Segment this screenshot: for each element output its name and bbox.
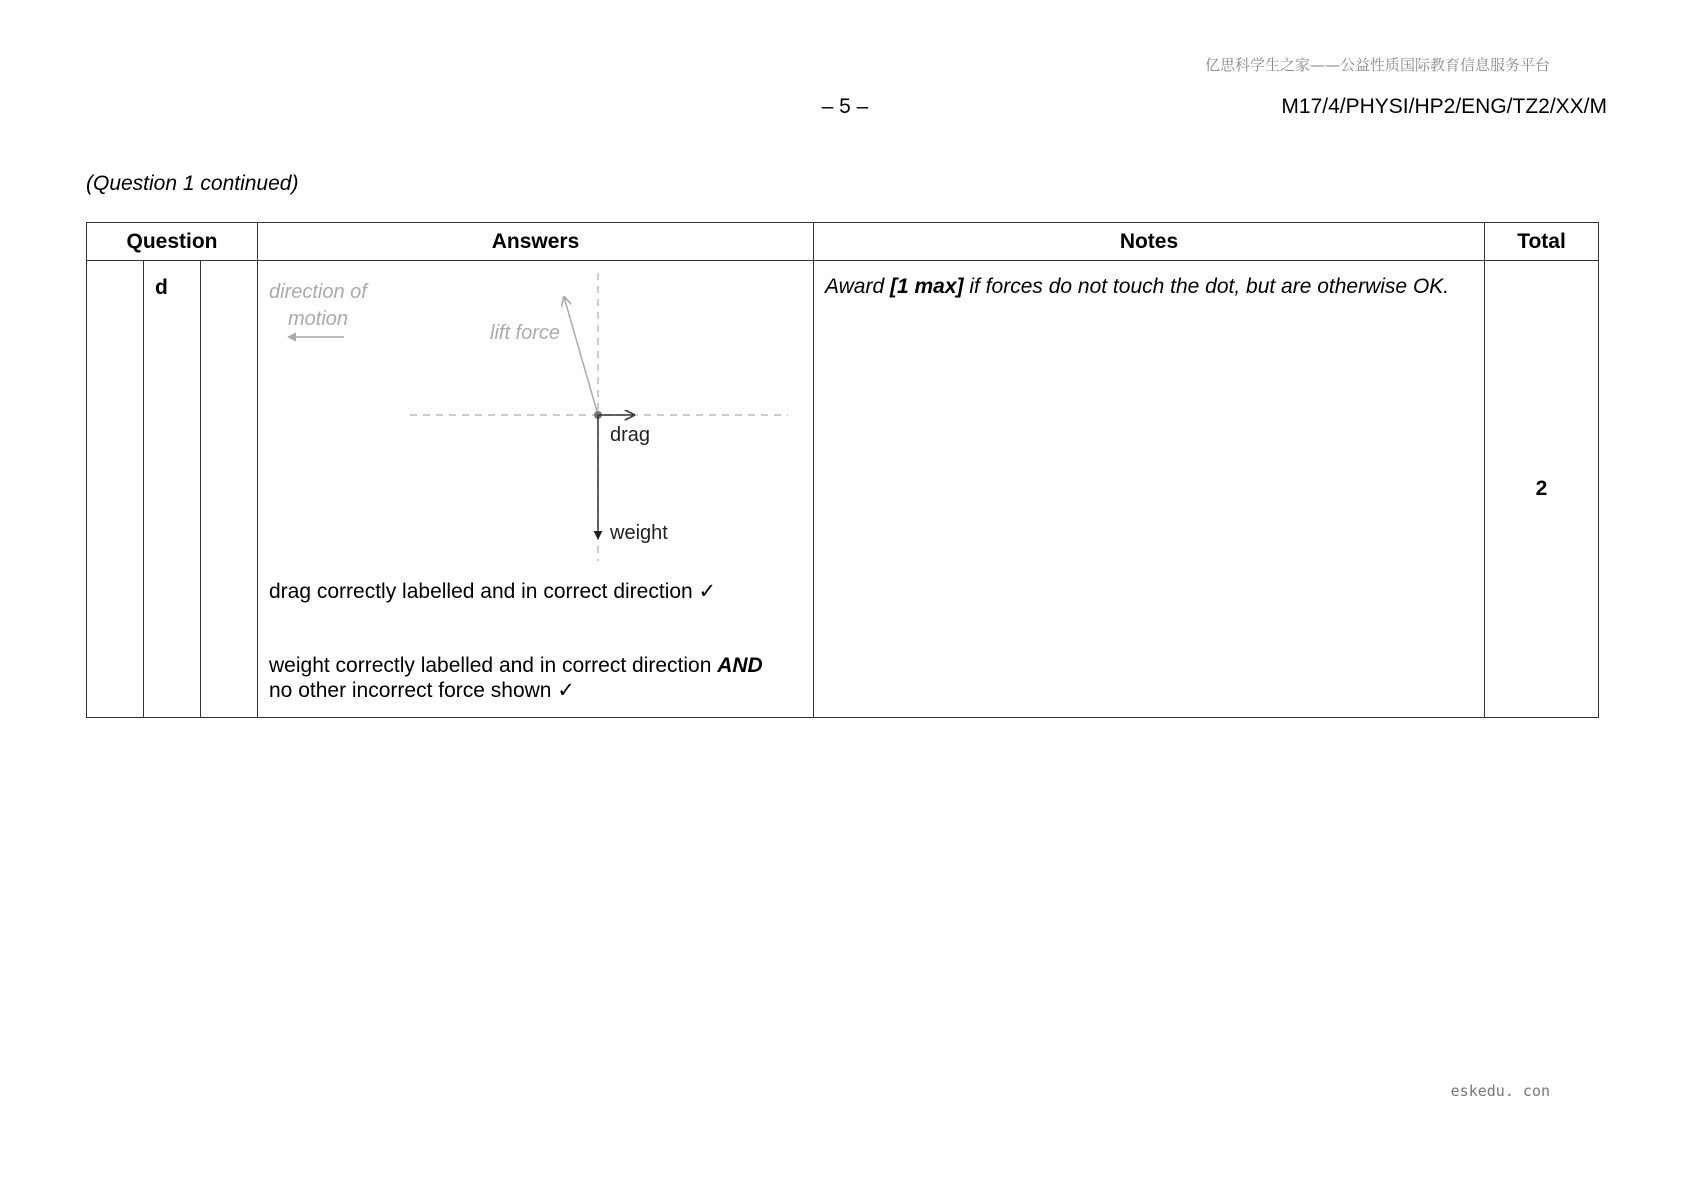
part-label: d (144, 261, 201, 718)
header-row (87, 223, 1599, 261)
notes-header: Notes (814, 223, 1485, 261)
total-header: Total (1485, 223, 1599, 261)
continued-label: (Question 1 continued) (86, 172, 299, 195)
notes-prefix: Award (825, 275, 890, 298)
subpart-cell (201, 261, 258, 718)
answer-2-and: AND (717, 654, 763, 677)
lift-force-label: lift force (490, 322, 561, 344)
watermark-bottom: eskedu. con (1450, 1082, 1550, 1100)
drag-label: drag (610, 424, 651, 446)
direction-label-line2: motion (288, 308, 349, 330)
page-number: – 5 – (821, 95, 869, 118)
markscheme-table (86, 222, 1599, 718)
answer-2 (269, 653, 809, 703)
table-row (87, 261, 1599, 718)
lift-force-arrow (564, 297, 598, 415)
total-marks: 2 (1485, 261, 1599, 718)
answer-1: drag correctly labelled and in correct direction ✓ (269, 580, 717, 603)
answers-header: Answers (258, 223, 814, 261)
question-number-cell (87, 261, 144, 718)
watermark-top: 亿思科学生之家——公益性质国际教育信息服务平台 (1204, 56, 1550, 74)
answer-2-end: no other incorrect force shown ✓ (269, 679, 575, 702)
weight-label: weight (610, 522, 668, 544)
notes-suffix: if forces do not touch the dot, but are otherwise OK. (963, 275, 1450, 298)
notes-cell (814, 261, 1485, 718)
exam-code: M17/4/PHYSI/HP2/ENG/TZ2/XX/M (1281, 95, 1607, 118)
answers-cell (258, 261, 814, 718)
question-header: Question (87, 223, 258, 261)
force-diagram (258, 261, 813, 571)
direction-label-line1: direction of (269, 281, 367, 303)
answer-2-start: weight correctly labelled and in correct direction (269, 654, 718, 677)
notes-bold: [1 max] (889, 275, 964, 298)
